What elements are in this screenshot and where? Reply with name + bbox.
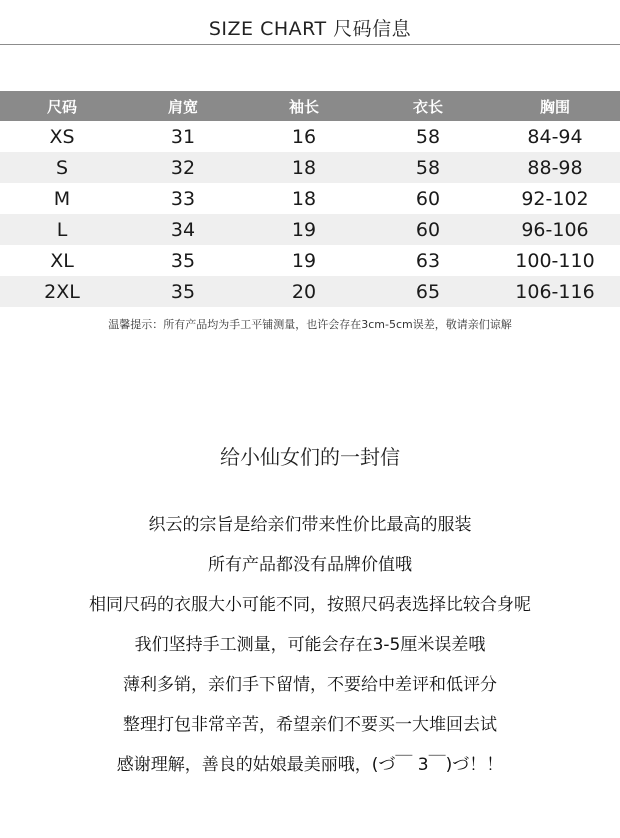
cell-length: 63	[415, 249, 441, 272]
cell-shoulder: 31	[170, 125, 196, 148]
cell-size: L	[0, 214, 124, 245]
cell-shoulder: 33	[170, 187, 196, 210]
cell-size: 2XL	[0, 276, 124, 307]
letter-body	[0, 512, 620, 792]
letter-title: 给小仙女们的一封信	[220, 445, 400, 469]
letter-line: 我们坚持手工测量，可能会存在3-5厘米误差哦	[134, 635, 486, 655]
cell-sleeve: 18	[291, 187, 317, 210]
cell-shoulder: 34	[124, 214, 242, 245]
cell-length: 65	[366, 276, 490, 307]
table-row	[0, 214, 620, 245]
header-sleeve: 袖长	[242, 91, 366, 121]
header-size: 尺码	[0, 91, 124, 121]
table-header-row	[0, 91, 620, 121]
header-shoulder: 肩宽	[124, 91, 242, 121]
cell-chest: 106-116	[490, 276, 620, 307]
cell-chest: 96-106	[490, 214, 620, 245]
cell-shoulder: 32	[124, 152, 242, 183]
cell-length: 60	[415, 187, 441, 210]
table-row	[0, 245, 620, 276]
title-divider	[0, 44, 620, 45]
cell-size: XS	[49, 125, 75, 148]
size-chart-table	[0, 91, 620, 307]
cell-size: M	[53, 187, 71, 210]
letter-line: 所有产品都没有品牌价值哦	[208, 555, 412, 575]
letter-line: 相同尺码的衣服大小可能不同，按照尺码表选择比较合身呢	[89, 595, 531, 615]
header-chest: 胸围	[490, 91, 620, 121]
cell-size: S	[0, 152, 124, 183]
letter-line: 薄利多销，亲们手下留情，不要给中差评和低评分	[123, 675, 497, 695]
table-row	[0, 121, 620, 152]
cell-chest: 84-94	[527, 125, 583, 148]
cell-shoulder: 35	[170, 249, 196, 272]
table-row	[0, 183, 620, 214]
cell-sleeve: 19	[242, 214, 366, 245]
table-row	[0, 152, 620, 183]
cell-chest: 92-102	[521, 187, 589, 210]
size-chart-title: SIZE CHART 尺码信息	[208, 18, 412, 40]
measurement-note: 温馨提示：所有产品均为手工平铺测量，也许会存在3cm-5cm误差，敬请亲们谅解	[108, 318, 512, 331]
cell-length: 58	[415, 125, 441, 148]
cell-chest: 88-98	[490, 152, 620, 183]
cell-sleeve: 20	[242, 276, 366, 307]
letter-line: 织云的宗旨是给亲们带来性价比最高的服装	[148, 515, 472, 535]
cell-shoulder: 35	[124, 276, 242, 307]
cell-sleeve: 16	[291, 125, 317, 148]
cell-size: XL	[50, 249, 74, 272]
cell-chest: 100-110	[515, 249, 595, 272]
letter-line: 感谢理解，善良的姑娘最美丽哦，(づ￣ 3￣)づ！！	[116, 755, 504, 775]
cell-sleeve: 19	[291, 249, 317, 272]
cell-length: 58	[366, 152, 490, 183]
letter-line: 整理打包非常辛苦，希望亲们不要买一大堆回去试	[123, 715, 497, 735]
header-length: 衣长	[366, 91, 490, 121]
cell-sleeve: 18	[242, 152, 366, 183]
table-row	[0, 276, 620, 307]
cell-length: 60	[366, 214, 490, 245]
